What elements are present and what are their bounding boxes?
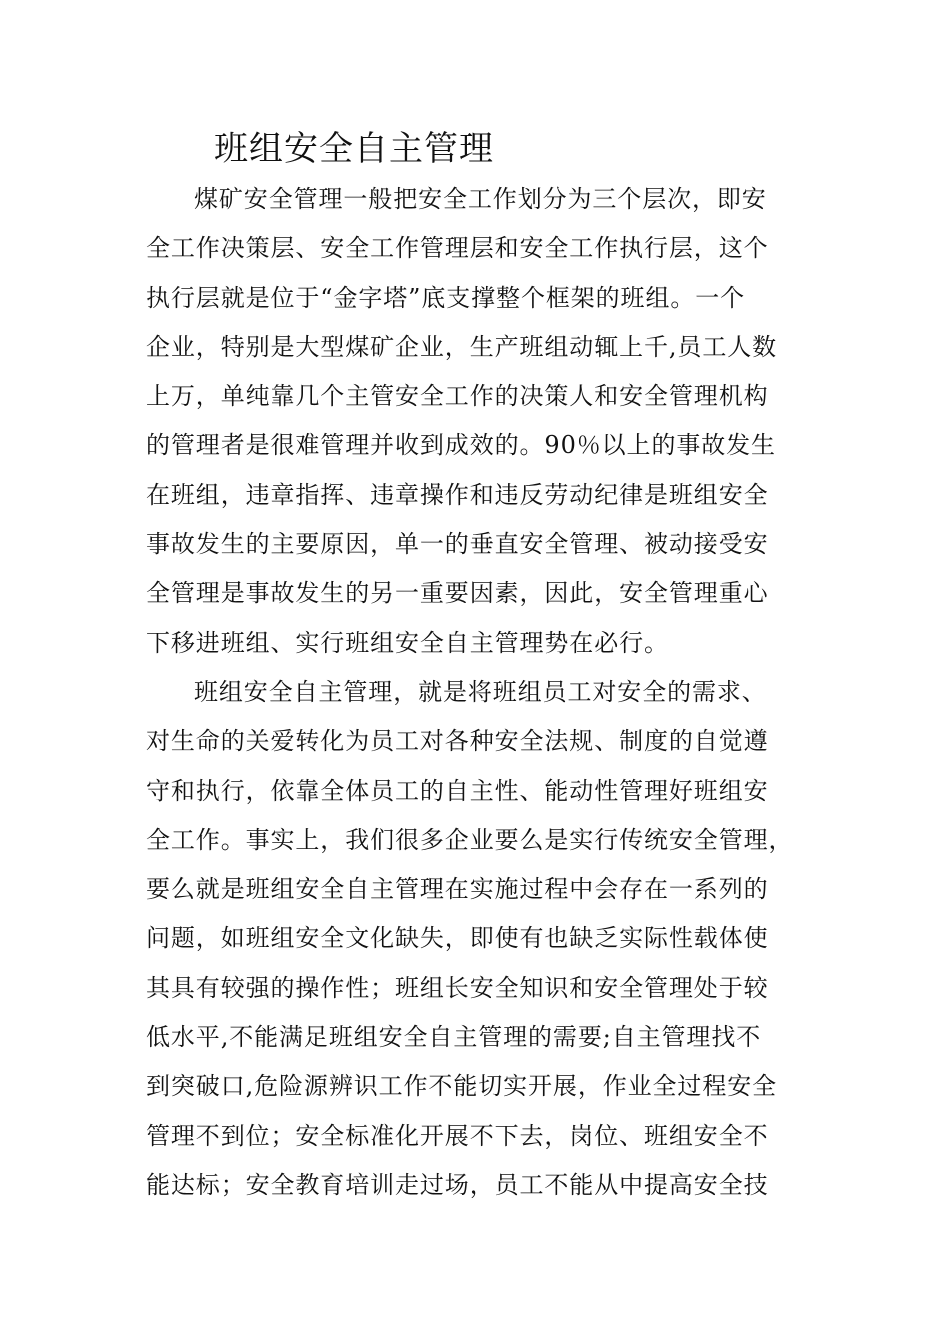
text-line: 上万，单纯靠几个主管安全工作的决策人和安全管理机构 <box>146 382 769 411</box>
document-body <box>146 175 806 1210</box>
text-line: 全管理是事故发生的另一重要因素，因此，安全管理重心 <box>146 579 769 608</box>
text-line: 的管理者是很难管理并收到成效的。90％以上的事故发生 <box>146 431 776 460</box>
paragraph-2 <box>146 668 806 1210</box>
text-line: 到突破口,危险源辨识工作不能切实开展，作业全过程安全 <box>146 1072 778 1101</box>
text-line: 能达标；安全教育培训走过场，员工不能从中提高安全技 <box>146 1170 769 1199</box>
text-line: 低水平,不能满足班组安全自主管理的需要;自主管理找不 <box>146 1023 762 1052</box>
text-line: 管理不到位；安全标准化开展不下去，岗位、班组安全不 <box>146 1121 769 1150</box>
text-line: 要么就是班组安全自主管理在实施过程中会存在一系列的 <box>146 875 769 904</box>
text-line: 班组安全自主管理，就是将班组员工对安全的需求、 <box>194 677 767 706</box>
text-line: 企业，特别是大型煤矿企业，生产班组动辄上千,员工人数 <box>146 332 778 361</box>
text-line: 在班组，违章指挥、违章操作和违反劳动纪律是班组安全 <box>146 480 769 509</box>
text-line: 事故发生的主要原因，单一的垂直安全管理、被动接受安 <box>146 530 769 559</box>
text-line: 下移进班组、实行班组安全自主管理势在必行。 <box>146 628 669 657</box>
document-title: 班组安全自主管理 <box>214 129 494 169</box>
text-line: 全工作决策层、安全工作管理层和安全工作执行层，这个 <box>146 234 769 263</box>
text-line: 煤矿安全管理一般把安全工作划分为三个层次，即安 <box>194 185 767 213</box>
text-line: 其具有较强的操作性；班组长安全知识和安全管理处于较 <box>146 973 769 1002</box>
text-line: 守和执行，依靠全体员工的自主性、能动性管理好班组安 <box>146 776 769 805</box>
paragraph-1 <box>146 175 806 668</box>
text-line: 执行层就是位于“金字塔”底支撑整个框架的班组。一个 <box>146 283 746 312</box>
text-line: 全工作。事实上，我们很多企业要么是实行传统安全管理， <box>146 825 794 854</box>
text-line: 问题，如班组安全文化缺失，即使有也缺乏实际性载体使 <box>146 924 769 953</box>
text-line: 对生命的关爱转化为员工对各种安全法规、制度的自觉遵 <box>146 727 769 756</box>
